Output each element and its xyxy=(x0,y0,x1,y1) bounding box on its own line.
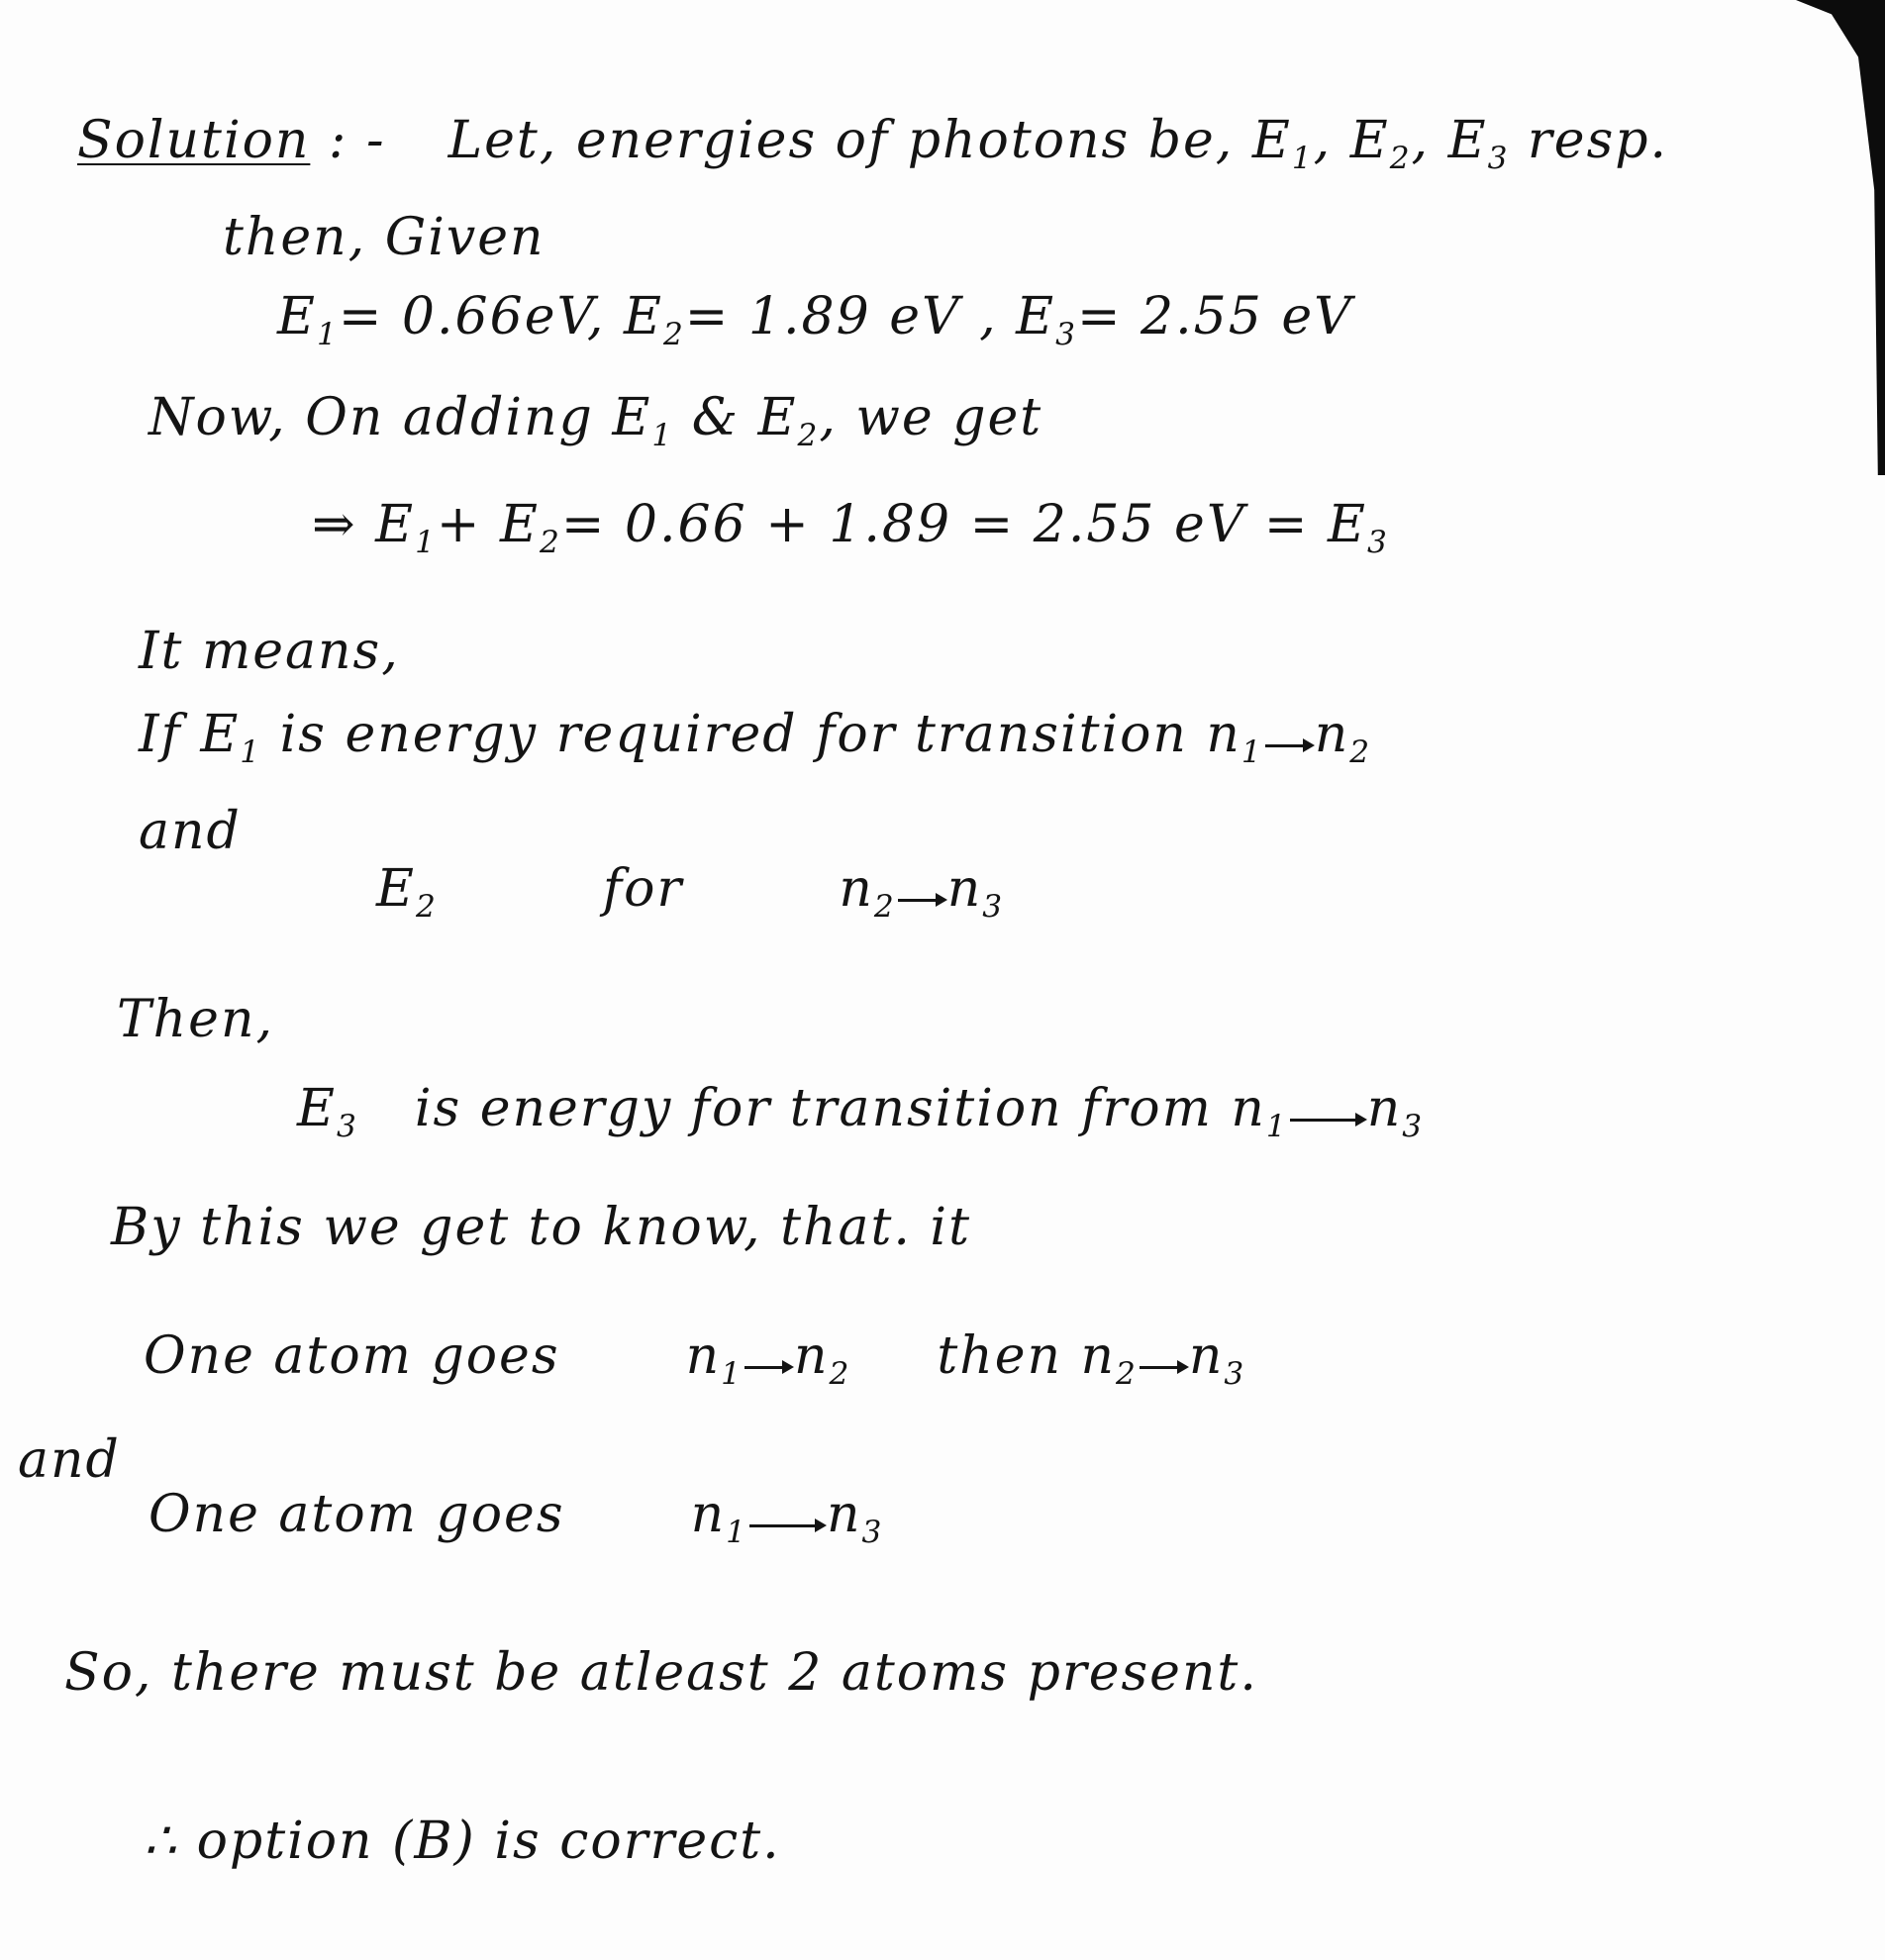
e2-symbol: E xyxy=(376,859,416,919)
e1-symbol: E xyxy=(277,287,317,346)
sub-1: 1 xyxy=(651,417,674,453)
n-symbol: n xyxy=(690,1485,727,1544)
sub-3: 3 xyxy=(1224,1355,1246,1392)
sub-2: 2 xyxy=(1116,1355,1138,1392)
sub-2: 2 xyxy=(539,524,561,560)
intro-comma-e2: , E xyxy=(1313,111,1390,170)
sub-2: 2 xyxy=(415,888,438,925)
one-atom-stepwise-line xyxy=(144,1326,1245,1404)
intro-text: Let, energies of photons be, E xyxy=(447,111,1292,170)
transition-n2-n3-line xyxy=(376,859,1004,936)
then-n: then n xyxy=(937,1326,1117,1386)
e2-value: = 1.89 eV , E xyxy=(684,287,1056,346)
solution-heading: Solution xyxy=(77,111,311,170)
and-e2: & E xyxy=(673,388,798,447)
n-symbol: n xyxy=(946,859,983,919)
required-text: is energy required for transition n xyxy=(261,705,1241,764)
given-line: then, Given xyxy=(223,208,546,267)
arrow-icon xyxy=(896,905,947,906)
sub-3: 3 xyxy=(1366,524,1389,560)
sub-3: 3 xyxy=(1487,140,1510,176)
n-symbol: n xyxy=(826,1485,862,1544)
n-symbol: n xyxy=(1314,705,1350,764)
sub-1: 1 xyxy=(721,1355,743,1392)
one-atom-goes: One atom goes xyxy=(149,1485,565,1544)
energy-from-text: is energy for transition from n xyxy=(414,1079,1266,1138)
e3-value: = 2.55 eV xyxy=(1076,287,1353,346)
arrow-icon xyxy=(1288,1125,1367,1126)
n-symbol: n xyxy=(839,859,874,919)
sub-1: 1 xyxy=(726,1514,747,1550)
sum-result: = 0.66 + 1.89 = 2.55 eV = E xyxy=(560,495,1367,554)
by-this-line: By this we get to know, that. it xyxy=(111,1198,971,1257)
heading-colon: : - xyxy=(328,111,386,170)
sub-1: 1 xyxy=(415,524,437,560)
sub-2: 2 xyxy=(873,888,896,925)
sub-2: 2 xyxy=(662,316,685,352)
sub-2: 2 xyxy=(1349,734,1372,770)
it-means-line: It means, xyxy=(139,622,400,681)
e1-value: = 0.66eV, E xyxy=(338,287,663,346)
e3-symbol: E xyxy=(297,1079,337,1138)
sum-equation-line xyxy=(312,495,1389,572)
and-left-line: and xyxy=(18,1430,121,1490)
sub-2: 2 xyxy=(829,1355,851,1392)
plus-e2: + E xyxy=(436,495,540,554)
sub-3: 3 xyxy=(982,888,1005,925)
conclusion-line: So, there must be atleast 2 atoms present. xyxy=(64,1643,1258,1703)
transition-n1-n3-line xyxy=(297,1079,1424,1156)
we-get: , we get xyxy=(819,388,1043,447)
sub-1: 1 xyxy=(240,734,262,770)
intro-resp: resp. xyxy=(1509,111,1669,170)
sub-1: 1 xyxy=(1240,734,1263,770)
sub-1: 1 xyxy=(1265,1108,1288,1144)
sub-1: 1 xyxy=(1291,140,1314,176)
given-values-line xyxy=(277,287,1353,364)
adding-text: Now, On adding E xyxy=(149,388,652,447)
sub-1: 1 xyxy=(316,316,339,352)
arrow-icon xyxy=(743,1372,794,1373)
sub-3: 3 xyxy=(1402,1108,1425,1144)
sub-3: 3 xyxy=(861,1514,884,1550)
implies-e1: ⇒ E xyxy=(312,495,416,554)
answer-line: ∴ option (B) is correct. xyxy=(144,1812,781,1871)
n-symbol: n xyxy=(1366,1079,1403,1138)
sub-2: 2 xyxy=(1389,140,1412,176)
and-line: and xyxy=(139,802,242,861)
page-corner-shadow xyxy=(1796,0,1885,475)
adding-line xyxy=(149,388,1042,465)
solution-intro-line xyxy=(77,111,1668,188)
intro-comma-e3: , E xyxy=(1411,111,1488,170)
then-line: Then, xyxy=(117,990,274,1049)
if-e1: If E xyxy=(139,705,241,764)
one-atom-direct-line xyxy=(149,1485,883,1562)
n-symbol: n xyxy=(1188,1326,1225,1386)
transition-n1-n2-line xyxy=(139,705,1371,782)
arrow-icon xyxy=(1138,1372,1189,1373)
one-atom-goes: One atom goes xyxy=(144,1326,560,1386)
sub-2: 2 xyxy=(797,417,820,453)
n-symbol: n xyxy=(793,1326,830,1386)
sub-3: 3 xyxy=(1055,316,1077,352)
arrow-icon xyxy=(747,1530,827,1531)
for-text: for xyxy=(602,859,684,919)
sub-3: 3 xyxy=(336,1108,358,1144)
n-symbol: n xyxy=(685,1326,722,1386)
arrow-icon xyxy=(1263,750,1315,751)
